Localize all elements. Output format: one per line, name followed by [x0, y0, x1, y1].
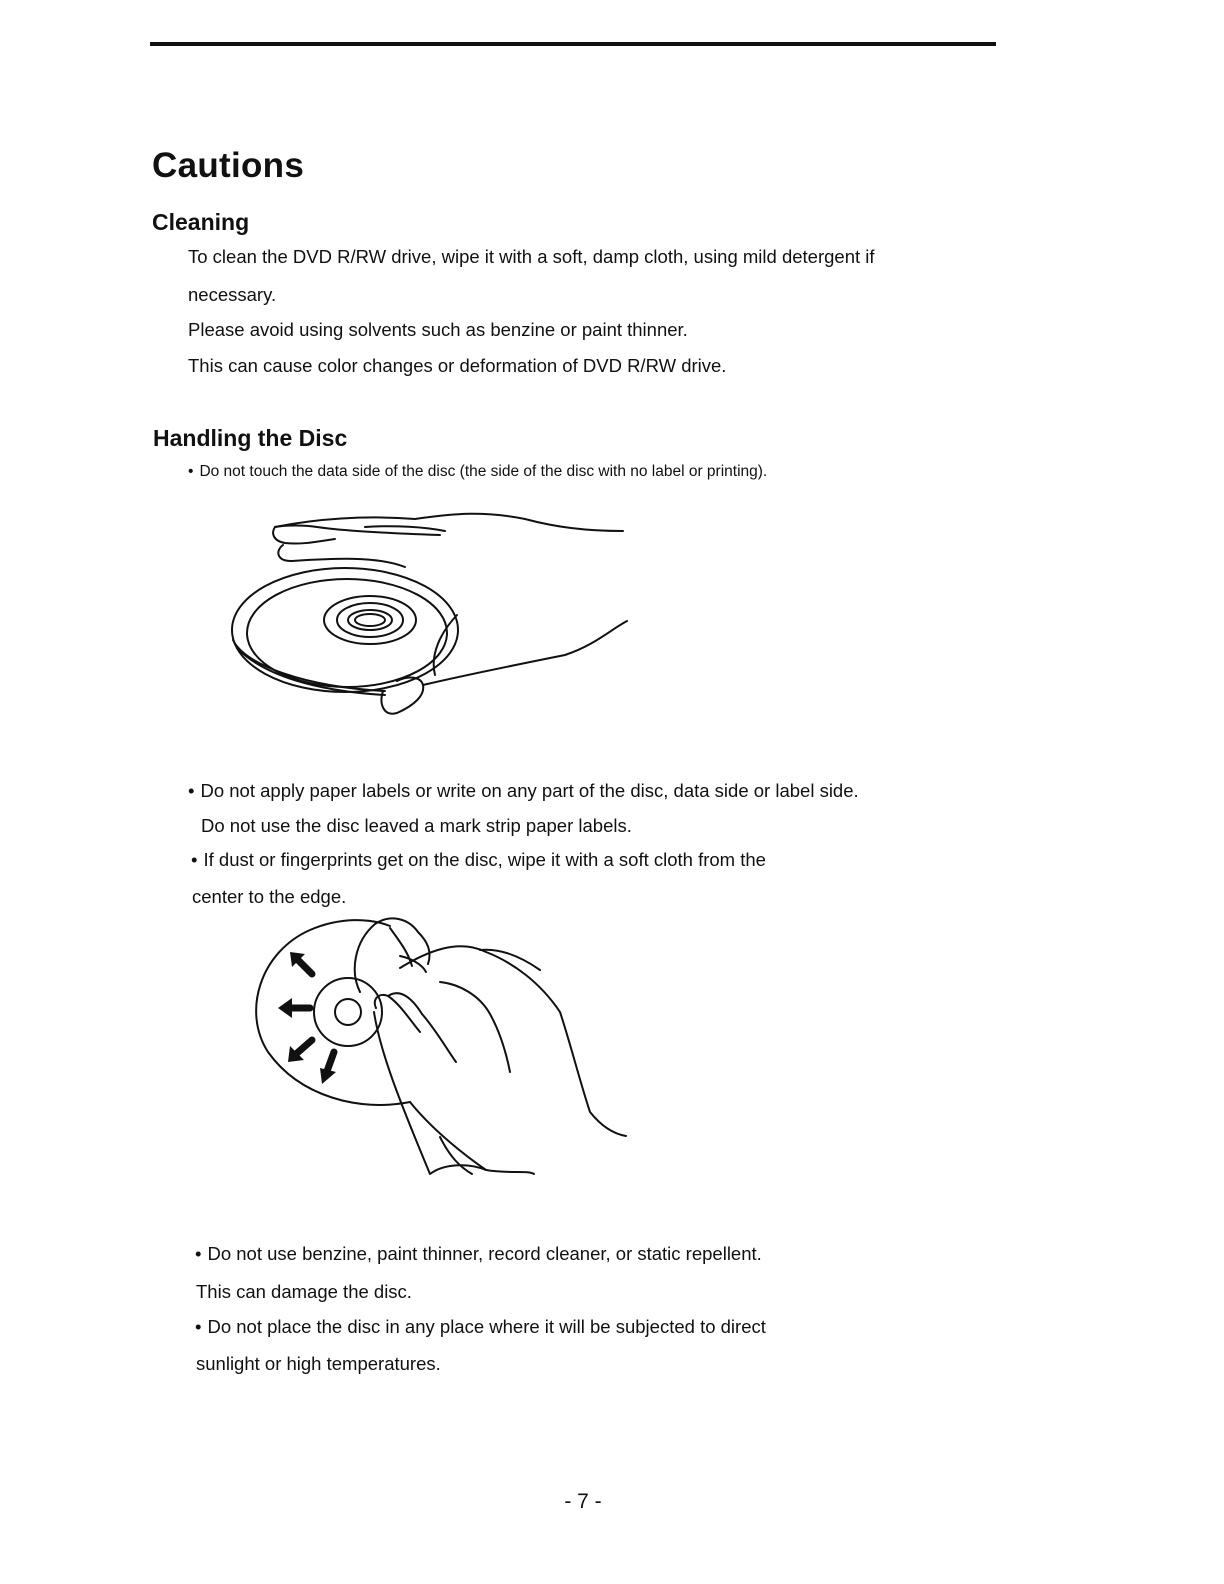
hand-holding-disc-illustration: [225, 505, 645, 725]
page-title: Cautions: [152, 146, 305, 185]
cleaning-line-1: To clean the DVD R/RW drive, wipe it with a soft, damp cloth, using mild detergent if: [188, 246, 875, 267]
cleaning-line-4: This can cause color changes or deformation of DVD R/RW drive.: [188, 355, 727, 376]
handling-bullet-1: • Do not touch the data side of the disc (the side of the disc with no label or printing).: [188, 463, 767, 481]
top-rule: [150, 42, 996, 46]
handling-heading: Handling the Disc: [153, 425, 348, 451]
handling-bullet-2: • Do not apply paper labels or write on any part of the disc, data side or label side.: [188, 780, 859, 802]
handling-bullet-5: • Do not place the disc in any place where it will be subjected to direct: [195, 1316, 766, 1338]
handling-bullet-3: • If dust or fingerprints get on the disc, wipe it with a soft cloth from the: [191, 849, 766, 871]
handling-bullet-2-continued: Do not use the disc leaved a mark strip paper labels.: [201, 815, 632, 836]
handling-bullet-5-continued: sunlight or high temperatures.: [196, 1353, 441, 1374]
handling-bullet-3-continued: center to the edge.: [192, 886, 347, 907]
hand-wiping-disc-illustration: [250, 912, 640, 1187]
handling-bullet-4: • Do not use benzine, paint thinner, record cleaner, or static repellent.: [195, 1243, 762, 1265]
page-number: - 7 -: [564, 1490, 602, 1513]
cleaning-heading: Cleaning: [152, 209, 250, 235]
cleaning-line-2: necessary.: [188, 284, 277, 305]
handling-bullet-4-continued: This can damage the disc.: [196, 1281, 412, 1302]
cleaning-line-3: Please avoid using solvents such as benzine or paint thinner.: [188, 319, 688, 340]
